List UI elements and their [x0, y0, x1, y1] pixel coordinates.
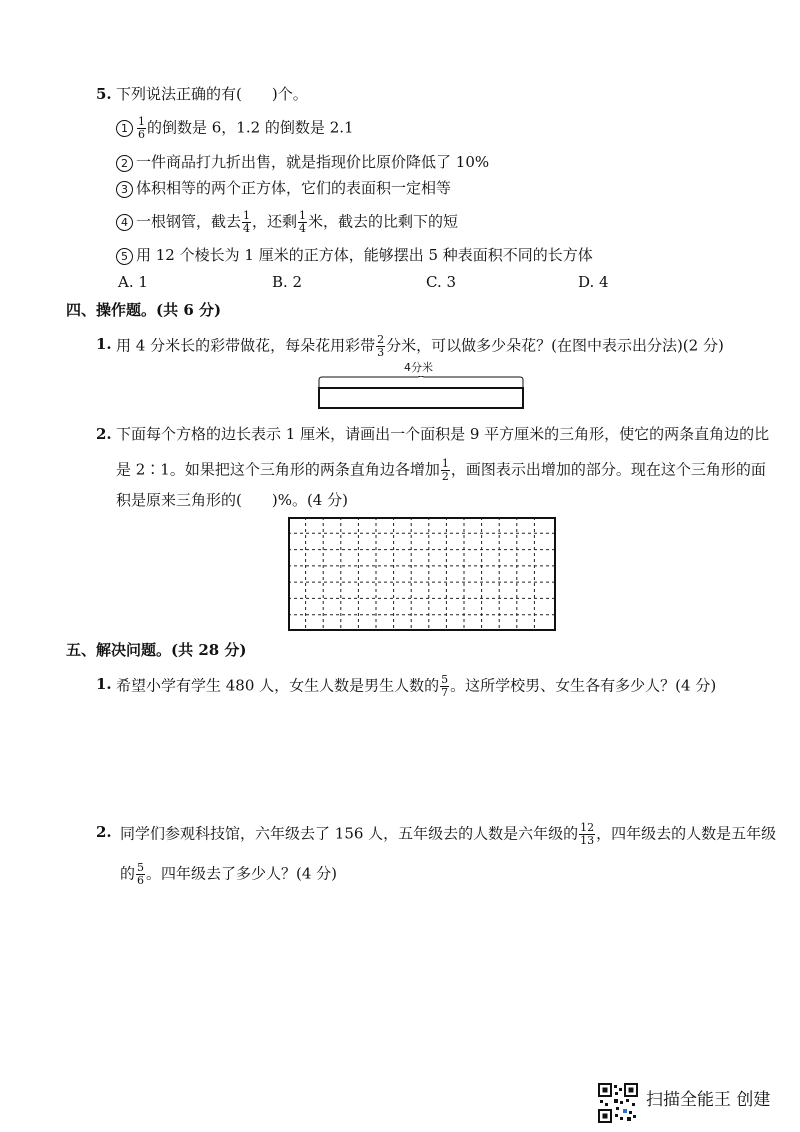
option-b: B. 2: [272, 273, 303, 291]
q5-item-1: 1 $\frac{1}{6}$ 的倒数是 6，1.2 的倒数是 2.1: [116, 116, 354, 141]
fraction-1-4-a: $\frac{1}{4}$: [243, 209, 251, 235]
ribbon-label: 4分米: [404, 361, 433, 374]
fraction-1-6: $\frac{1}{6}$: [138, 115, 145, 141]
s5-q2-number: 2.: [96, 823, 112, 841]
s5-q1-number: 1.: [96, 675, 112, 693]
circled-number-4: 4: [116, 214, 133, 231]
s4-q1-number: 1.: [96, 335, 112, 353]
q5-number: 5.: [96, 85, 112, 103]
square-grid[interactable]: [288, 517, 556, 631]
fraction-1-4-b: $\frac{1}{4}$: [299, 209, 307, 235]
circled-number-3: 3: [116, 181, 133, 198]
s5-q2-line2: 的 $\frac{5}{6}$ 。四年级去了多少人？(4 分): [120, 861, 338, 887]
s4-q1-text: 用 4 分米长的彩带做花，每朵花用彩带 $\frac{2}{3}$ 分米，可以做多少朵花？(在图中表示出分法)(2 分): [116, 333, 724, 359]
scanner-watermark: 扫描全能王 创建: [646, 1090, 771, 1110]
fraction-5-6: $\frac{5}{6}$: [137, 861, 145, 887]
s5-q1-text: 希望小学有学生 480 人，女生人数是男生人数的 $\frac{5}{7}$ 。这所学校男、女生各有多少人？(4 分): [116, 673, 717, 699]
option-a: A. 1: [118, 273, 148, 291]
option-c: C. 3: [426, 273, 457, 291]
s4-q2-line1: 下面每个方格的边长表示 1 厘米，请画出一个面积是 9 平方厘米的三角形，使它的两条直角边的比: [116, 425, 770, 443]
fraction-2-3: $\frac{2}{3}$: [377, 333, 385, 359]
fraction-1-2: $\frac{1}{2}$: [441, 457, 449, 483]
q5-stem: 下列说法正确的有( )个。: [116, 85, 308, 103]
s4-q2-line2: 是 2∶1。如果把这个三角形的两条直角边各增加 $\frac{1}{2}$ ，画图表示出增加的部分。现在这个三角形的面: [116, 457, 766, 483]
section-4-title: 四、操作题。(共 6 分): [66, 301, 222, 319]
circled-number-2: 2: [116, 155, 133, 172]
s4-q2-number: 2.: [96, 425, 112, 443]
fraction-12-13: $\frac{12}{13}$: [580, 821, 595, 847]
fraction-5-7: $\frac{5}{7}$: [441, 673, 449, 699]
s4-q2-line3: 积是原来三角形的( )%。(4 分): [116, 491, 348, 509]
circled-number-1: 1: [116, 120, 133, 137]
section-5-title: 五、解决问题。(共 28 分): [66, 641, 247, 659]
qr-code-icon: [598, 1083, 638, 1123]
q5-item-2: 2 一件商品打九折出售，就是指现价比原价降低了 10%: [116, 152, 489, 172]
ribbon-bar[interactable]: [318, 387, 524, 409]
q5-item-3: 3 体积相等的两个正方体，它们的表面积一定相等: [116, 178, 451, 198]
q5-item-4: 4 一根钢管，截去 $\frac{1}{4}$ ，还剩 $\frac{1}{4}$ 米，截去的比剩下的短: [116, 210, 458, 235]
q5-item-5: 5 用 12 个棱长为 1 厘米的正方体，能够摆出 5 种表面积不同的长方体: [116, 245, 593, 265]
circled-number-5: 5: [116, 248, 133, 265]
option-d: D. 4: [578, 273, 609, 291]
s5-q2-line1: 同学们参观科技馆，六年级去了 156 人，五年级去的人数是六年级的 $\frac{12}{13}$ ，四年级去的人数是五年级: [120, 821, 777, 847]
